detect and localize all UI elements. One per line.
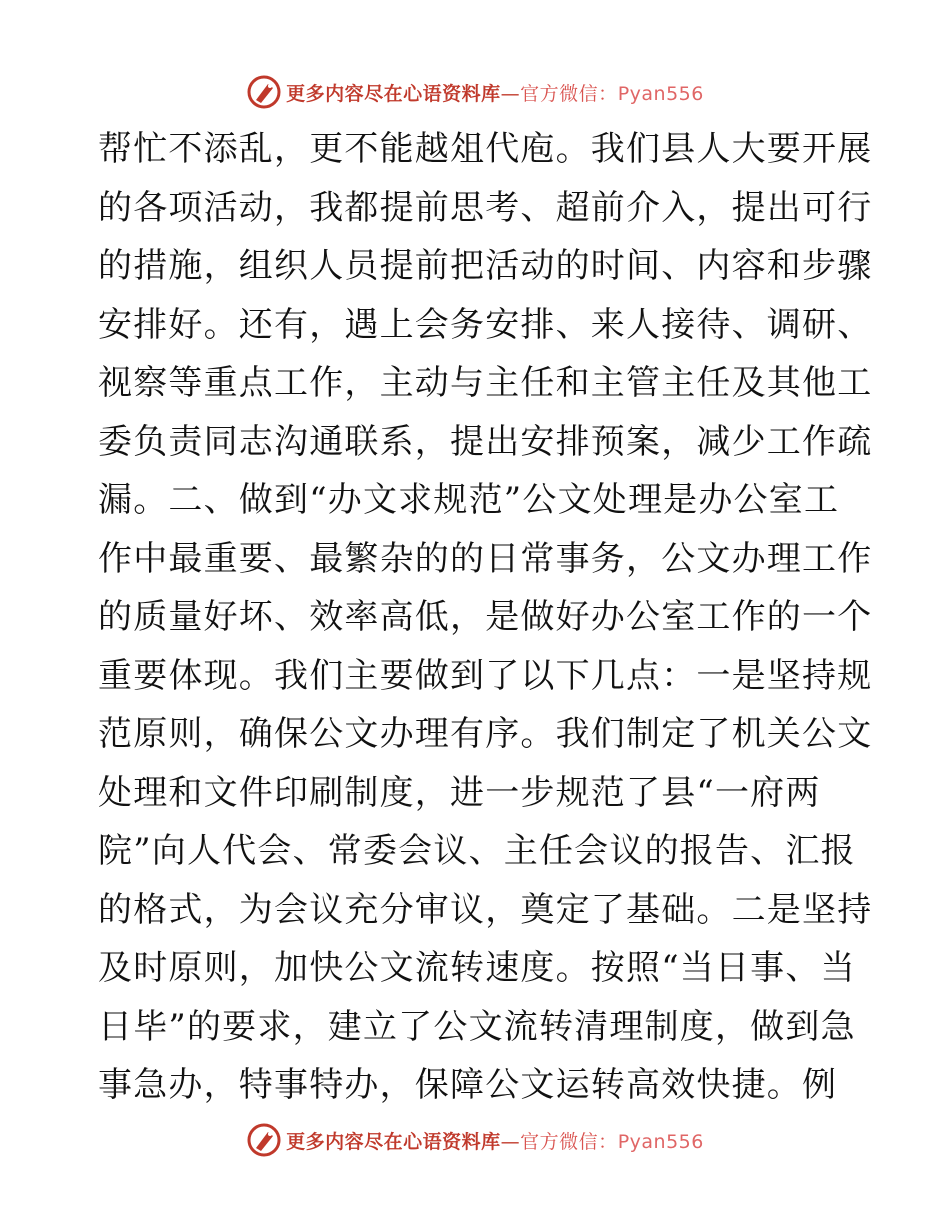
banner-wechat-label: 官方微信： xyxy=(520,1130,618,1153)
body-line: 安排好。还有，遇上会务安排、来人接待、调研、 xyxy=(98,304,873,345)
body-line: 的质量好坏、效率高低，是做好办公室工作的一个 xyxy=(98,597,873,637)
banner-wechat-label: 官方微信： xyxy=(520,82,618,105)
banner-title: 更多内容尽在心语资料库 xyxy=(286,82,501,105)
body-line: 视察等重点工作，主动与主任和主管主任及其他工 xyxy=(98,363,873,403)
body-line: 委负责同志沟通联系，提出安排预案，减少工作疏 xyxy=(98,421,873,462)
body-line: 院”向人代会、常委会议、主任会议的报告、汇报 xyxy=(98,831,856,871)
banner-wechat-id: Pyan556 xyxy=(617,1130,704,1153)
body-line: 范原则，确保公文办理有序。我们制定了机关公文 xyxy=(98,714,873,754)
body-line: 事急办，特事特办，保障公文运转高效快捷。例 xyxy=(98,1065,838,1105)
body-line: 作中最重要、最繁杂的的日常事务，公文办理工作 xyxy=(98,538,873,579)
body-line: 的措施，组织人员提前把活动的时间、内容和步骤 xyxy=(98,246,873,286)
body-line: 漏。二、做到“办文求规范”公文处理是办公室工 xyxy=(98,480,840,520)
body-line: 帮忙不添乱，更不能越俎代庖。我们县人大要开展 xyxy=(98,129,873,169)
pen-nib-logo-icon xyxy=(246,1122,282,1158)
body-line: 重要体现。我们主要做到了以下几点：一是坚持规 xyxy=(98,655,873,696)
body-line: 的各项活动，我都提前思考、超前介入，提出可行 xyxy=(98,187,873,228)
pen-nib-logo-icon xyxy=(246,74,282,110)
header-banner xyxy=(0,72,950,112)
banner-title: 更多内容尽在心语资料库 xyxy=(286,1130,501,1153)
body-line: 的格式，为会议充分审议，奠定了基础。二是坚持 xyxy=(98,889,873,930)
banner-dash: — xyxy=(500,82,521,105)
banner-text xyxy=(286,79,704,106)
banner-dash: — xyxy=(500,1130,521,1153)
body-line: 及时原则，加快公文流转速度。按照“当日事、当 xyxy=(98,948,856,988)
footer-banner xyxy=(0,1120,950,1160)
document-body xyxy=(98,120,873,1115)
banner-text xyxy=(286,1127,704,1154)
banner-wechat-id: Pyan556 xyxy=(617,82,704,105)
body-line: 日毕”的要求，建立了公文流转清理制度，做到急 xyxy=(98,1006,856,1047)
body-line: 处理和文件印刷制度，进一步规范了县“一府两 xyxy=(98,772,821,813)
